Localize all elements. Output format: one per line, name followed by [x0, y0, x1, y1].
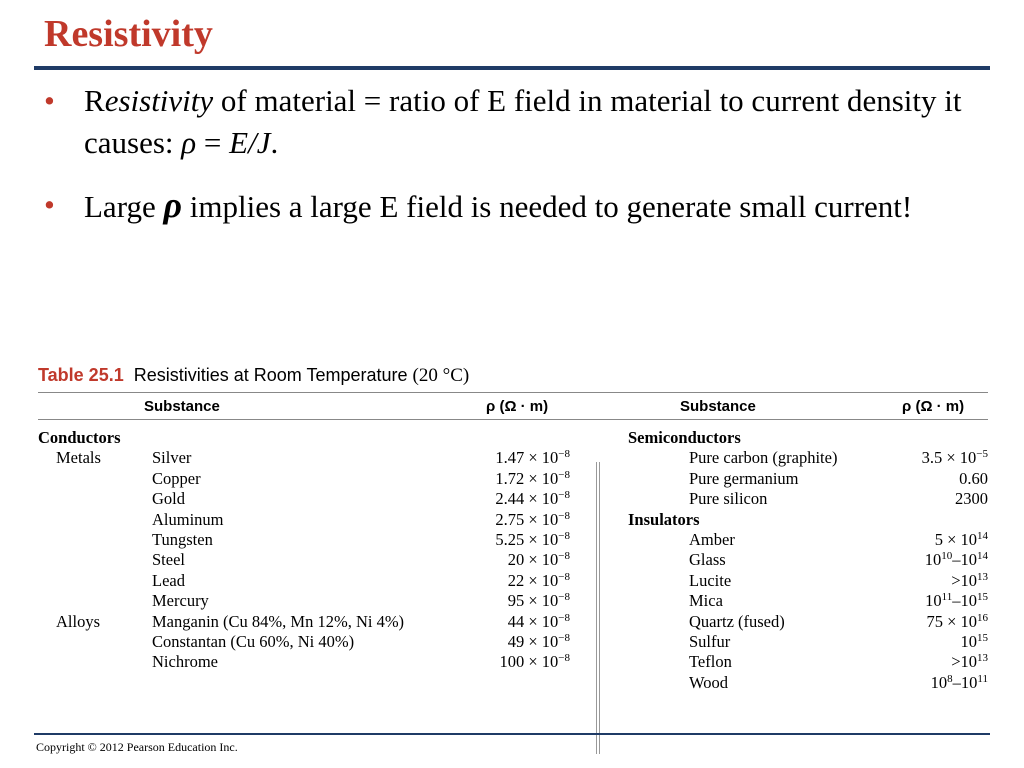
value-exponent: 13 [977, 570, 988, 583]
b1-r: R [84, 83, 105, 118]
table-row [628, 550, 988, 570]
resistivity-value [495, 489, 570, 509]
bullet-large-rho [44, 184, 1004, 228]
table-number: Table 25.1 [38, 365, 124, 385]
bullet-list [44, 80, 1004, 228]
value-exponent: 16 [977, 611, 988, 624]
footer-divider [34, 733, 990, 735]
value-mantissa: 20 × 10 [507, 550, 559, 570]
substance-name: Silver [152, 448, 192, 468]
resistivity-value [931, 673, 988, 693]
value-mantissa: 2.44 × 10 [495, 489, 559, 509]
value-exponent: −8 [558, 489, 570, 502]
title-divider [34, 66, 990, 70]
resistivity-value [925, 591, 988, 611]
value-exponent-2: 15 [977, 591, 988, 604]
value-exponent-2: 11 [977, 672, 988, 685]
resistivity-value [959, 469, 988, 489]
table-row [38, 510, 578, 530]
table-caption [38, 360, 988, 392]
value-mantissa: 49 × 10 [507, 631, 559, 651]
group-conductors: Conductors [38, 428, 121, 447]
table-row [38, 550, 578, 570]
table-row [628, 673, 988, 693]
slide-title: Resistivity [44, 13, 213, 55]
substance-name: Mica [689, 591, 723, 611]
value-mantissa: 44 × 10 [507, 611, 559, 631]
value-exponent: −8 [558, 652, 570, 665]
resistivity-value [508, 591, 570, 611]
resistivity-value [922, 448, 988, 468]
b1-italic: esistivity [104, 83, 214, 118]
substance-name: Lucite [689, 570, 732, 590]
b2-rho: ρ [163, 185, 183, 225]
substance-name: Glass [689, 550, 726, 570]
substance-name: Pure carbon (graphite) [689, 448, 838, 468]
value-mantissa: 3.5 × 10 [921, 448, 977, 468]
b1-end: . [270, 125, 279, 160]
table-caption-text: Resistivities at Room Temperature [133, 365, 408, 385]
value-mantissa: 10 [960, 631, 977, 651]
substance-name: Quartz (fused) [689, 611, 785, 631]
substance-name: Tungsten [152, 529, 213, 549]
group-insulators: Insulators [628, 509, 700, 529]
table-row [38, 469, 578, 489]
bullet-dot: • [44, 83, 55, 118]
table-row [38, 530, 578, 550]
copyright-footer: Copyright © 2012 Pearson Education Inc. [36, 740, 238, 754]
resistivity-table [38, 360, 988, 690]
substance-name: Aluminum [152, 509, 224, 529]
value-exponent: −8 [558, 591, 570, 604]
b1-formula: E/J [229, 125, 271, 160]
value-exponent: −5 [976, 448, 988, 461]
header-rho-right: ρ (Ω · m) [902, 398, 965, 415]
resistivity-value [926, 612, 988, 632]
substance-name: Teflon [689, 652, 732, 672]
table-row [38, 612, 578, 632]
left-column [38, 428, 578, 673]
b2-text: implies a large E field is needed to generate small current! [182, 189, 913, 224]
value-exponent: −8 [558, 529, 570, 542]
resistivity-value [951, 652, 988, 672]
value-mantissa: 1.47 × 10 [495, 448, 559, 468]
substance-name: Steel [152, 550, 185, 570]
value-exponent: 11 [941, 591, 953, 604]
value-mantissa: 5 × 10 [934, 529, 977, 549]
table-row [628, 652, 988, 672]
value-exponent-2: 14 [977, 550, 988, 563]
substance-name: Nichrome [152, 652, 218, 672]
value-mantissa: 22 × 10 [507, 570, 559, 590]
table-row [38, 632, 578, 652]
resistivity-value [961, 632, 989, 652]
resistivity-value [951, 571, 988, 591]
value-mantissa: 100 × 10 [499, 652, 559, 672]
table-row [38, 591, 578, 611]
value-exponent: 14 [977, 529, 988, 542]
b1-eq: = [196, 125, 230, 160]
value-mantissa: 5.25 × 10 [495, 529, 559, 549]
table-row [628, 469, 988, 489]
substance-name: Constantan (Cu 60%, Ni 40%) [152, 631, 355, 651]
resistivity-value [495, 510, 570, 530]
substance-name: Mercury [152, 591, 209, 611]
substance-name: Copper [152, 468, 201, 488]
value-exponent: 15 [977, 631, 988, 644]
value-exponent: 8 [947, 672, 953, 685]
value-mantissa: 10 [925, 591, 942, 611]
table-row [628, 571, 988, 591]
value-mantissa-2: –10 [952, 550, 977, 570]
substance-name: Pure germanium [689, 468, 799, 488]
value-exponent: 13 [977, 652, 988, 665]
resistivity-value [495, 448, 570, 468]
right-column [628, 428, 988, 693]
table-row [38, 571, 578, 591]
substance-name: Sulfur [689, 631, 731, 651]
value-mantissa-2: –10 [952, 591, 977, 611]
resistivity-value [935, 530, 988, 550]
table-row [628, 530, 988, 550]
header-rho-left: ρ (Ω · m) [486, 398, 549, 415]
value-mantissa: >10 [951, 652, 977, 672]
table-row [628, 448, 988, 468]
value-exponent: −8 [558, 550, 570, 563]
resistivity-value [508, 550, 570, 570]
value-exponent: −8 [558, 611, 570, 624]
value-mantissa: 2300 [955, 489, 988, 509]
substance-name: Gold [152, 489, 185, 509]
resistivity-value [499, 652, 570, 672]
value-mantissa: 95 × 10 [507, 591, 559, 611]
table-row [38, 489, 578, 509]
substance-name: Manganin (Cu 84%, Mn 12%, Ni 4%) [152, 611, 405, 631]
b2-pre: Large [84, 189, 164, 224]
substance-name: Amber [689, 529, 735, 549]
header-substance-right: Substance [680, 398, 756, 415]
resistivity-value [508, 571, 570, 591]
table-caption-temp: (20 °C) [412, 365, 470, 386]
b1-text: of material = ratio of E field in material to current density it causes: [84, 83, 962, 160]
table-row [38, 652, 578, 672]
table-row [628, 632, 988, 652]
value-exponent: −8 [558, 570, 570, 583]
value-mantissa: 2.75 × 10 [495, 509, 559, 529]
table-row [628, 591, 988, 611]
table-row [628, 489, 988, 509]
value-mantissa: 10 [924, 550, 942, 570]
table-header-row [38, 393, 988, 419]
row-subgroup: Alloys [56, 611, 101, 631]
bullet-dot: • [44, 187, 55, 222]
resistivity-value [955, 489, 988, 509]
group-semiconductors: Semiconductors [628, 428, 741, 447]
value-mantissa: 75 × 10 [926, 611, 977, 631]
value-exponent: −8 [558, 448, 570, 461]
value-exponent: −8 [558, 468, 570, 481]
header-substance-left: Substance [144, 398, 220, 415]
b1-rho: ρ [181, 125, 197, 160]
table-body [38, 420, 988, 690]
value-mantissa: 1.72 × 10 [495, 468, 559, 488]
bullet-resistivity-definition [44, 80, 1004, 164]
value-exponent: −8 [558, 631, 570, 644]
value-mantissa: 10 [930, 672, 948, 692]
table-row [628, 612, 988, 632]
row-subgroup: Metals [56, 448, 101, 468]
substance-name: Lead [152, 570, 185, 590]
value-mantissa-2: –10 [952, 672, 978, 692]
value-exponent: −8 [558, 509, 570, 522]
resistivity-value [495, 469, 570, 489]
resistivity-value [508, 632, 570, 652]
value-mantissa: 0.60 [959, 468, 988, 488]
table-row [38, 448, 578, 468]
resistivity-value [495, 530, 570, 550]
value-exponent: 10 [941, 550, 953, 563]
column-divider [596, 462, 600, 754]
resistivity-value [508, 612, 570, 632]
substance-name: Wood [689, 672, 729, 692]
value-mantissa: >10 [951, 570, 977, 590]
resistivity-value [925, 550, 988, 570]
substance-name: Pure silicon [689, 489, 768, 509]
